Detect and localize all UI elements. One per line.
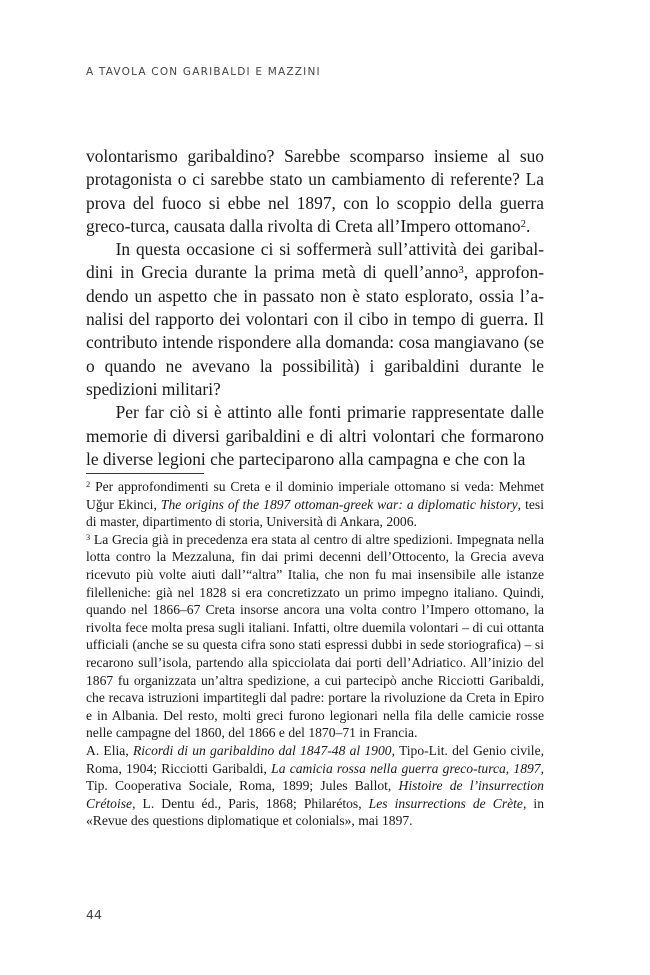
footnote-ref-3: 3 (458, 264, 464, 277)
footnote-2-text-end: , tesi di master, dipartimento di storia, Università di Ankara, 2006. (86, 496, 544, 530)
footnote-3-bibliography (86, 742, 544, 830)
paragraph-2 (86, 238, 544, 401)
bib-title: Histoire de l’insurrection Crétoise (86, 778, 544, 811)
paragraph-2-end: , approfondendo un aspetto che in passato non è stato esplorato, ossia l’analisi del rapporto dei volontari con il cibo in tempo di guerra. Il contributo intende rispondere alla domanda: cosa mangiavano (se o quando ne avevano la possibilità) i garibaldini durante le spedizioni militari? (86, 262, 544, 399)
bib-title: La camicia rossa nella guerra greco-turca, 1897 (271, 760, 541, 776)
paragraph-1 (86, 145, 544, 238)
bib-text: A. Elia, (86, 742, 133, 758)
bib-title: Les insurrections de Crète (368, 795, 523, 811)
paragraph-1-end: . (525, 215, 531, 236)
paragraph-1-text: volontarismo garibaldino? Sarebbe scomparso insieme al suo protagonista o ci sarebbe stato un cambiamento di referente? La prova del fuoco si ebbe nel 1897, con lo scoppio della guerra greco-turca, causata dalla rivolta di Creta all’Impero ottomano (86, 146, 544, 236)
footnote-3 (86, 531, 544, 742)
footnote-2-title: The origins of the 1897 ottoman-greek war: a diplomatic history (160, 496, 518, 512)
footnote-3-number: 3 (86, 532, 91, 542)
page-number: 44 (86, 907, 102, 922)
bib-text: , in «Revue des questions diplomatique et colonials», mai 1897. (86, 795, 544, 829)
running-head: A TAVOLA CON GARIBALDI E MAZZINI (86, 66, 321, 78)
footnotes (86, 478, 544, 830)
footnote-2 (86, 478, 544, 531)
footnote-2-number: 2 (86, 479, 91, 490)
footnote-3-text: La Grecia già in precedenza era stata al centro di altre spedizioni. Impegnata nella lotta contro la Mezzaluna, fin dai primi decenni dell’Ottocento, la Grecia aveva ricevuto più volte aiuti dall’“altra” Italia, che non fu mai insensibile alle istanze filelleniche: già nel 1828 si era concretizzato un primo impegno italiano. Quindi, quando nel 1866–67 Creta insorse ancora una volta contro l’Impero ottomano, la rivolta fece molta presa sugli italiani. Infatti, oltre duemila volontari – di cui ottanta ufficiali (anche se su questa cifra sono stati espressi dubbi in sede storiografica) – si recarono sull’isola, partendo alla spicciolata dai porti dell’Adriatico. All’inizio del 1867 fu organizzata un’altra spedizione, a cui partecipò anche Ricciotti Garibaldi, che recava istruzioni impartitegli dal padre: portare la rivoluzione da Creta in Epiro e in Albania. Del resto, molti greci furono legionari nella fila delle camicie rosse nelle campagne del 1860, del 1866 e del 1870–71 in Francia. (86, 531, 544, 741)
footnote-ref-2: 2 (520, 218, 526, 231)
bib-text: , Tip. Cooperativa Sociale, Roma, 1899; Jules Ballot, (86, 760, 544, 794)
main-text (86, 145, 544, 471)
footnote-separator (86, 473, 204, 474)
bib-text: , L. Dentu éd., Paris, 1868; Philarétos, (132, 795, 369, 811)
footnote-2-text: Per approfondimenti su Creta e il dominio imperiale ottomano si veda: Mehmet Uğur Ekinci, (86, 479, 544, 512)
bib-title: Ricordi di un garibaldino dal 1847-48 al 1900, (132, 742, 395, 758)
paragraph-2-text: In questa occasione ci si soffermerà sull’attività dei garibaldini in Grecia durante la prima metà di quell’anno (86, 239, 544, 283)
paragraph-3: Per far ciò si è attinto alle fonti primarie rappresentate dalle memorie di diversi garibaldini e di altri volontari che formarono le diverse legioni che parteciparono alla campagna e che con la (86, 402, 544, 469)
bib-text: Tipo-Lit. del Genio civile, Roma, 1904; Ricciotti Garibaldi, (86, 742, 544, 776)
